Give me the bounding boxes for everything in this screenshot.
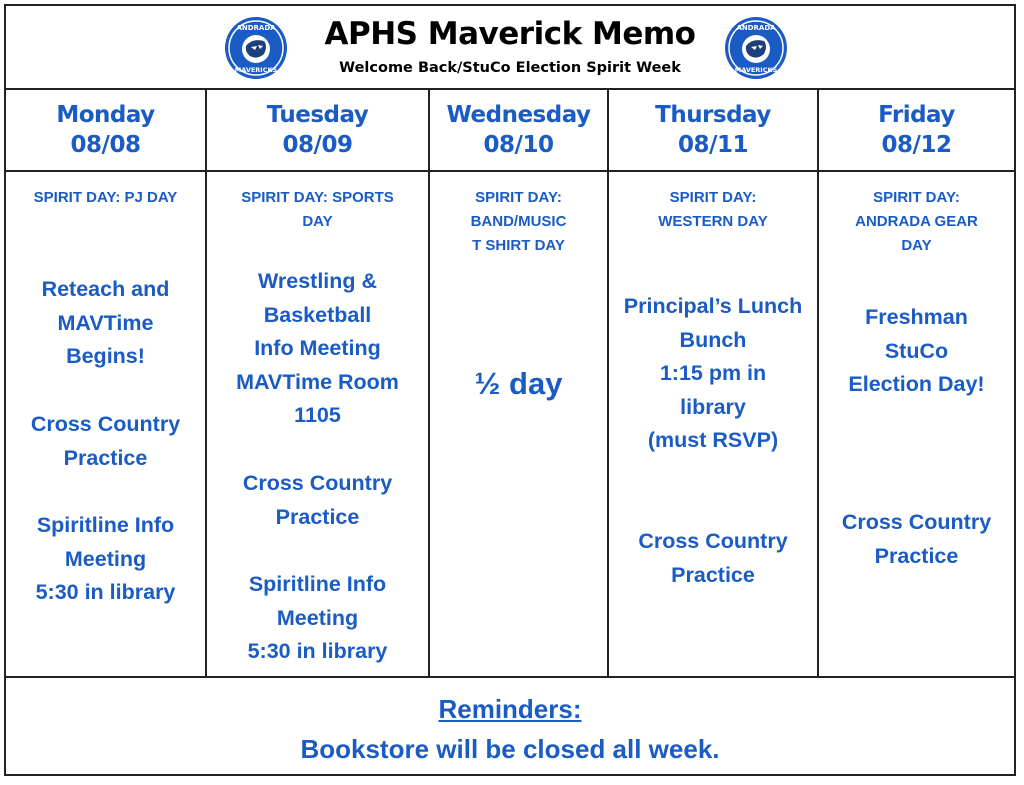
event-reteach-mavtime: Reteach and MAVTime Begins! [41,277,170,368]
day-name: Wednesday [446,102,591,128]
day-column-friday [817,90,1014,676]
svg-text:MAVERICKS: MAVERICKS [234,66,278,74]
day-header [609,90,817,172]
day-column-tuesday [205,90,428,676]
spirit-day-label: SPIRIT DAY: WESTERN DAY [658,189,768,230]
day-date: 08/08 [70,132,141,158]
day-column-monday [6,90,205,676]
reminders-section [6,676,1014,774]
reminders-title: Reminders: [438,694,582,724]
event-spiritline-meeting: Spiritline Info Meeting 5:30 in library [35,513,176,604]
svg-text:MAVERICKS: MAVERICKS [734,66,778,74]
memo-header [6,6,1014,90]
day-name: Monday [56,102,155,128]
day-date: 08/10 [483,132,554,158]
spirit-day-label: SPIRIT DAY: BAND/MUSIC T SHIRT DAY [470,189,567,254]
event-principals-lunch-bunch: Principal’s Lunch Bunch 1:15 pm in library (must RSVP) [623,294,803,452]
event-cross-country: Cross Country Practice [242,471,393,529]
reminder-text: Bookstore will be closed all week. [300,734,720,764]
day-header [207,90,428,172]
day-date: 08/12 [881,132,952,158]
day-name: Thursday [655,102,771,128]
event-cross-country: Cross Country Practice [30,412,181,470]
spirit-day-label: SPIRIT DAY: ANDRADA GEAR DAY [855,189,978,254]
day-name: Friday [878,102,955,128]
memo-sheet [4,4,1016,776]
event-cross-country: Cross Country Practice [841,510,992,568]
day-name: Tuesday [266,102,369,128]
svg-text:ANDRADA: ANDRADA [236,24,276,32]
day-date: 08/09 [282,132,353,158]
day-column-thursday [607,90,817,676]
event-wrestling-basketball-meeting: Wrestling & Basketball Info Meeting MAVTime Room 1105 [236,269,399,427]
event-spiritline-meeting: Spiritline Info Meeting 5:30 in library [247,572,388,663]
spirit-day-label: SPIRIT DAY: SPORTS DAY [241,189,394,230]
day-header [819,90,1014,172]
event-half-day: ½ day [474,366,563,401]
week-schedule-grid [6,90,1014,676]
day-column-wednesday [428,90,607,676]
event-freshman-stuco-election: Freshman StuCo Election Day! [848,305,985,396]
day-date: 08/11 [678,132,748,158]
event-cross-country: Cross Country Practice [638,529,788,587]
andrada-mavericks-logo [724,16,788,80]
spirit-day-label: SPIRIT DAY: PJ DAY [33,189,178,206]
svg-text:ANDRADA: ANDRADA [736,24,776,32]
memo-title: APHS Maverick Memo [324,16,696,52]
day-header [6,90,205,172]
day-header [430,90,607,172]
memo-subtitle: Welcome Back/StuCo Election Spirit Week [339,60,681,76]
